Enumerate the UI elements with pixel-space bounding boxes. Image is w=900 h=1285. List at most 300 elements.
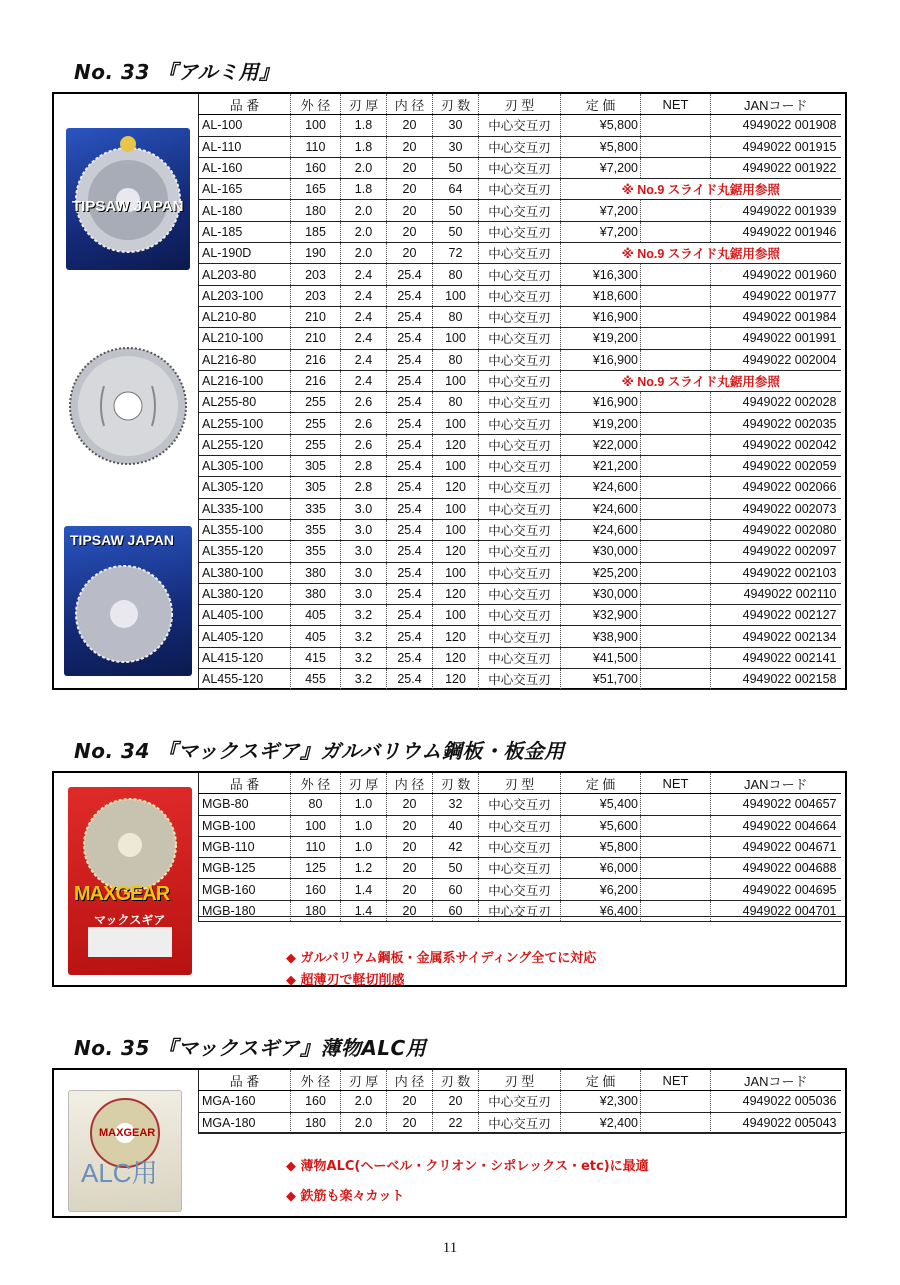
table-cell: 110 (291, 836, 341, 857)
table-cell: ¥19,200 (561, 413, 641, 434)
table-row (199, 858, 841, 879)
column-header: 刃 型 (479, 1070, 561, 1091)
table-cell: 25.4 (387, 456, 433, 477)
table-cell: 20 (387, 115, 433, 136)
table-cell: 3.2 (341, 626, 387, 647)
table-cell: 2.0 (341, 1091, 387, 1112)
table-cell: AL-190D (199, 243, 291, 264)
table-cell: 20 (387, 1091, 433, 1112)
reference-note: ※ No.9 スライド丸鋸用参照 (561, 370, 841, 391)
table-cell: 355 (291, 519, 341, 540)
table-cell: 中心交互刃 (479, 370, 561, 391)
table-cell: 4949022 001984 (711, 306, 841, 327)
table-cell: 100 (291, 115, 341, 136)
table-cell: 中心交互刃 (479, 328, 561, 349)
table-cell: 100 (433, 562, 479, 583)
table-cell: 4949022 002110 (711, 583, 841, 604)
table-cell: 160 (291, 157, 341, 178)
table-row (199, 243, 841, 264)
table-cell: 4949022 005043 (711, 1112, 841, 1133)
table-cell: AL216-80 (199, 349, 291, 370)
table-cell: ¥19,200 (561, 328, 641, 349)
column-header: 刃 厚 (341, 94, 387, 115)
maxgear-package-label: MAXGEAR (74, 883, 170, 905)
table-cell: AL-160 (199, 157, 291, 178)
table-cell: 50 (433, 200, 479, 221)
table-cell: 25.4 (387, 647, 433, 668)
table-cell: 4949022 002028 (711, 392, 841, 413)
column-header: 刃 型 (479, 94, 561, 115)
table-cell: 3.0 (341, 562, 387, 583)
table-cell: AL-180 (199, 200, 291, 221)
table-cell: 3.2 (341, 669, 387, 690)
table-cell: ¥5,800 (561, 136, 641, 157)
table-cell: ¥16,900 (561, 349, 641, 370)
table-row (199, 179, 841, 200)
table-cell: 2.4 (341, 264, 387, 285)
table-cell: 20 (387, 879, 433, 900)
tipsaw-package-top (66, 128, 190, 270)
table-row (199, 456, 841, 477)
table-cell: 100 (433, 605, 479, 626)
table-cell: 中心交互刃 (479, 285, 561, 306)
table-row (199, 1112, 841, 1133)
note-line: ◆ 超薄刃で軽切削感 (286, 973, 405, 988)
column-header: JANコード (711, 1070, 841, 1091)
table-cell: 中心交互刃 (479, 519, 561, 540)
table-cell: 4949022 002059 (711, 456, 841, 477)
table-cell: 2.6 (341, 434, 387, 455)
table-cell: 中心交互刃 (479, 179, 561, 200)
column-header: 内 径 (387, 1070, 433, 1091)
table-cell: 4949022 002103 (711, 562, 841, 583)
table-cell: 中心交互刃 (479, 413, 561, 434)
table-row (199, 541, 841, 562)
table-cell: 25.4 (387, 392, 433, 413)
table-cell: 中心交互刃 (479, 264, 561, 285)
column-header: 定 価 (561, 94, 641, 115)
table-cell: 中心交互刃 (479, 115, 561, 136)
table-cell: 中心交互刃 (479, 583, 561, 604)
table-cell: 72 (433, 243, 479, 264)
table-cell: ¥2,400 (561, 1112, 641, 1133)
column-header: JANコード (711, 773, 841, 794)
table-cell: 中心交互刃 (479, 456, 561, 477)
table-cell: 4949022 001939 (711, 200, 841, 221)
table-cell: 20 (387, 200, 433, 221)
maxgear-package (68, 787, 192, 975)
table-cell: 30 (433, 136, 479, 157)
table-cell: 160 (291, 1091, 341, 1112)
table-cell: 80 (433, 349, 479, 370)
table-row (199, 392, 841, 413)
table-cell: 25.4 (387, 434, 433, 455)
table-cell: 50 (433, 221, 479, 242)
maxgear-alc-package (68, 1090, 182, 1212)
table-cell: AL210-100 (199, 328, 291, 349)
table-cell: 120 (433, 626, 479, 647)
table-cell: 216 (291, 349, 341, 370)
table-cell (641, 328, 711, 349)
table-cell: 中心交互刃 (479, 200, 561, 221)
column-header: 外 径 (291, 773, 341, 794)
note-line: ◆ 鉄筋も楽々カット (286, 1189, 405, 1204)
table-cell: 40 (433, 815, 479, 836)
table-cell: 380 (291, 562, 341, 583)
table-cell: 20 (387, 243, 433, 264)
table-cell: ¥2,300 (561, 1091, 641, 1112)
table-cell: 190 (291, 243, 341, 264)
section-35-title: No. 35 『マックスギア』薄物ALC用 (74, 1036, 427, 1060)
reference-note: ※ No.9 スライド丸鋸用参照 (561, 243, 841, 264)
section-34-images (54, 773, 198, 985)
section-33-images (54, 94, 198, 688)
table-cell: 25.4 (387, 349, 433, 370)
table-cell: 中心交互刃 (479, 836, 561, 857)
table-cell: 中心交互刃 (479, 477, 561, 498)
alc-package-sub: ALC用 (81, 1158, 158, 1188)
table-cell: MGB-160 (199, 879, 291, 900)
table-cell (641, 115, 711, 136)
table-cell: 20 (387, 815, 433, 836)
section-34-table (198, 773, 841, 922)
table-cell: 60 (433, 879, 479, 900)
table-cell: 405 (291, 605, 341, 626)
table-cell: 100 (433, 370, 479, 391)
table-cell: AL216-100 (199, 370, 291, 391)
table-cell: 中心交互刃 (479, 815, 561, 836)
table-cell: 25.4 (387, 562, 433, 583)
column-header: 刃 数 (433, 94, 479, 115)
table-cell: 305 (291, 456, 341, 477)
section-35-box (52, 1068, 847, 1218)
section-35-notes (198, 1132, 845, 1218)
table-cell: 20 (387, 136, 433, 157)
table-cell: 4949022 002141 (711, 647, 841, 668)
table-cell: AL203-80 (199, 264, 291, 285)
table-cell: 180 (291, 1112, 341, 1133)
table-cell (641, 349, 711, 370)
table-row (199, 200, 841, 221)
table-cell: 中心交互刃 (479, 1112, 561, 1133)
table-cell: 中心交互刃 (479, 136, 561, 157)
table-cell: 2.6 (341, 413, 387, 434)
table-cell: 25.4 (387, 669, 433, 690)
page-number: 11 (442, 1240, 458, 1256)
column-header: NET (641, 94, 711, 115)
table-cell: 3.0 (341, 541, 387, 562)
table-cell: AL255-100 (199, 413, 291, 434)
table-cell (641, 434, 711, 455)
table-cell: 210 (291, 306, 341, 327)
table-row (199, 836, 841, 857)
table-cell: ¥30,000 (561, 583, 641, 604)
column-header: 品 番 (199, 94, 291, 115)
table-cell: 32 (433, 794, 479, 815)
table-cell (641, 794, 711, 815)
table-cell: 4949022 002035 (711, 413, 841, 434)
table-cell: 中心交互刃 (479, 900, 561, 921)
table-cell (641, 264, 711, 285)
table-cell: 25.4 (387, 498, 433, 519)
table-cell: 4949022 004688 (711, 858, 841, 879)
table-cell: 1.0 (341, 836, 387, 857)
table-row (199, 794, 841, 815)
table-cell: 中心交互刃 (479, 243, 561, 264)
column-header: 内 径 (387, 773, 433, 794)
table-cell: 255 (291, 413, 341, 434)
column-header: 品 番 (199, 1070, 291, 1091)
table-cell: 中心交互刃 (479, 647, 561, 668)
table-row (199, 477, 841, 498)
table-cell: 4949022 004701 (711, 900, 841, 921)
table-cell: ¥5,800 (561, 836, 641, 857)
table-cell: 100 (291, 815, 341, 836)
table-cell: 4949022 001908 (711, 115, 841, 136)
table-cell: 305 (291, 477, 341, 498)
table-cell: 1.0 (341, 815, 387, 836)
column-header: 外 径 (291, 94, 341, 115)
table-cell: ¥16,900 (561, 392, 641, 413)
table-cell: 25.4 (387, 370, 433, 391)
table-cell (641, 669, 711, 690)
table-cell: 20 (433, 1091, 479, 1112)
table-cell: 3.2 (341, 647, 387, 668)
table-cell: AL405-100 (199, 605, 291, 626)
tipsaw-package-label: TIPSAW JAPAN (70, 532, 174, 548)
table-cell: 20 (387, 157, 433, 178)
table-cell (641, 200, 711, 221)
table-cell: 4949022 002134 (711, 626, 841, 647)
table-cell: 中心交互刃 (479, 794, 561, 815)
table-cell (641, 498, 711, 519)
table-cell: 3.0 (341, 519, 387, 540)
bare-saw-blade-icon (68, 346, 188, 466)
table-row (199, 626, 841, 647)
table-cell: 中心交互刃 (479, 879, 561, 900)
table-cell: ¥5,400 (561, 794, 641, 815)
table-row (199, 647, 841, 668)
table-cell: 25.4 (387, 541, 433, 562)
table-cell: 4949022 001960 (711, 264, 841, 285)
table-cell: 2.4 (341, 370, 387, 391)
table-row (199, 115, 841, 136)
table-cell: ¥32,900 (561, 605, 641, 626)
table-cell: 180 (291, 200, 341, 221)
table-cell: 中心交互刃 (479, 1091, 561, 1112)
table-row (199, 370, 841, 391)
table-cell: 405 (291, 626, 341, 647)
table-row (199, 562, 841, 583)
saw-blade-icon (68, 787, 192, 975)
table-row (199, 669, 841, 690)
table-cell: ¥41,500 (561, 647, 641, 668)
table-row (199, 605, 841, 626)
column-header: 刃 数 (433, 773, 479, 794)
column-header: 刃 厚 (341, 1070, 387, 1091)
table-cell: AL355-120 (199, 541, 291, 562)
table-cell: 50 (433, 157, 479, 178)
table-cell: 中心交互刃 (479, 221, 561, 242)
table-cell: 2.0 (341, 1112, 387, 1133)
table-cell: 4949022 002127 (711, 605, 841, 626)
table-row (199, 815, 841, 836)
table-cell: 1.4 (341, 879, 387, 900)
table-cell: 中心交互刃 (479, 434, 561, 455)
table-cell: 25.4 (387, 519, 433, 540)
table-row (199, 221, 841, 242)
table-row (199, 879, 841, 900)
column-header: 定 価 (561, 1070, 641, 1091)
table-cell: 120 (433, 647, 479, 668)
table-cell: 20 (387, 794, 433, 815)
table-cell: ¥21,200 (561, 456, 641, 477)
column-header: 刃 型 (479, 773, 561, 794)
table-cell: 210 (291, 328, 341, 349)
table-cell: 20 (387, 1112, 433, 1133)
table-row (199, 306, 841, 327)
table-cell: ¥51,700 (561, 669, 641, 690)
column-header: 定 価 (561, 773, 641, 794)
table-row (199, 136, 841, 157)
table-cell: 2.0 (341, 200, 387, 221)
table-cell: 80 (433, 264, 479, 285)
table-cell: 4949022 002066 (711, 477, 841, 498)
table-cell: AL255-120 (199, 434, 291, 455)
column-header: 刃 数 (433, 1070, 479, 1091)
table-cell: ¥5,800 (561, 115, 641, 136)
table-cell: AL405-120 (199, 626, 291, 647)
table-cell: 中心交互刃 (479, 605, 561, 626)
table-cell (641, 413, 711, 434)
table-cell: 100 (433, 413, 479, 434)
maxgear-alc-package-label: MAXGEAR (99, 1127, 156, 1139)
table-cell: ¥25,200 (561, 562, 641, 583)
table-cell: ¥7,200 (561, 157, 641, 178)
table-cell (641, 626, 711, 647)
table-cell: MGA-180 (199, 1112, 291, 1133)
table-cell: MGB-100 (199, 815, 291, 836)
table-cell: ¥5,600 (561, 815, 641, 836)
table-cell: 4949022 004664 (711, 815, 841, 836)
table-cell: 4949022 004657 (711, 794, 841, 815)
table-cell: AL-185 (199, 221, 291, 242)
table-cell (641, 456, 711, 477)
maxgear-package-sub: マックスギア (94, 913, 166, 927)
table-cell (641, 136, 711, 157)
table-cell (641, 815, 711, 836)
table-cell: 中心交互刃 (479, 498, 561, 519)
table-cell: 中心交互刃 (479, 392, 561, 413)
table-cell: ¥6,200 (561, 879, 641, 900)
table-cell: AL415-120 (199, 647, 291, 668)
table-cell: 中心交互刃 (479, 349, 561, 370)
table-cell (641, 392, 711, 413)
note-line: ◆ ガルバリウム鋼板・金属系サイディング全てに対応 (286, 951, 597, 966)
table-cell: ¥16,900 (561, 306, 641, 327)
table-cell: 中心交互刃 (479, 669, 561, 690)
table-cell: 120 (433, 669, 479, 690)
table-cell: 25.4 (387, 583, 433, 604)
table-cell: AL380-100 (199, 562, 291, 583)
table-cell: 100 (433, 498, 479, 519)
section-33-box (52, 92, 847, 690)
table-cell: 185 (291, 221, 341, 242)
column-header: 外 径 (291, 1070, 341, 1091)
table-cell: 20 (387, 221, 433, 242)
table-cell: 216 (291, 370, 341, 391)
table-cell: 30 (433, 115, 479, 136)
table-cell: 203 (291, 264, 341, 285)
table-row (199, 157, 841, 178)
table-cell: ¥7,200 (561, 200, 641, 221)
table-cell: 180 (291, 900, 341, 921)
table-cell: 4949022 005036 (711, 1091, 841, 1112)
table-cell: 60 (433, 900, 479, 921)
column-header: NET (641, 773, 711, 794)
table-cell: 4949022 002158 (711, 669, 841, 690)
table-cell: 120 (433, 541, 479, 562)
table-cell: 2.0 (341, 221, 387, 242)
section-34-notes (198, 916, 845, 987)
table-cell: 1.8 (341, 115, 387, 136)
table-cell: 2.4 (341, 306, 387, 327)
table-cell (641, 1091, 711, 1112)
table-cell: 4949022 001977 (711, 285, 841, 306)
table-cell: ¥7,200 (561, 221, 641, 242)
column-header: NET (641, 1070, 711, 1091)
table-cell: MGB-80 (199, 794, 291, 815)
table-cell: 中心交互刃 (479, 306, 561, 327)
table-cell: 4949022 001922 (711, 157, 841, 178)
table-cell (641, 1112, 711, 1133)
table-row (199, 583, 841, 604)
table-cell (641, 879, 711, 900)
table-cell: 80 (291, 794, 341, 815)
table-cell: 100 (433, 328, 479, 349)
table-cell: 4949022 001946 (711, 221, 841, 242)
table-cell: 80 (433, 392, 479, 413)
note-line: ◆ 薄物ALC(ヘーベル・クリオン・シポレックス・etc)に最適 (286, 1159, 649, 1174)
table-cell: 25.4 (387, 477, 433, 498)
table-cell: 455 (291, 669, 341, 690)
table-cell (641, 541, 711, 562)
table-cell: ¥24,600 (561, 519, 641, 540)
table-cell (641, 519, 711, 540)
tipsaw-package-bottom (64, 526, 192, 676)
table-row (199, 413, 841, 434)
table-cell: 25.4 (387, 285, 433, 306)
table-cell: 3.2 (341, 605, 387, 626)
table-cell: MGB-125 (199, 858, 291, 879)
table-cell: 2.4 (341, 328, 387, 349)
table-cell: 3.0 (341, 583, 387, 604)
table-cell: MGB-180 (199, 900, 291, 921)
table-cell: 160 (291, 879, 341, 900)
table-cell: 20 (387, 858, 433, 879)
table-cell: 中心交互刃 (479, 626, 561, 647)
table-cell: 4949022 001991 (711, 328, 841, 349)
section-34-title: No. 34 『マックスギア』ガルバリウム鋼板・板金用 (74, 739, 565, 763)
column-header: 刃 厚 (341, 773, 387, 794)
table-cell: 20 (387, 179, 433, 200)
tipsaw-package-label: TIPSAW JAPAN (72, 198, 184, 215)
table-cell: 25.4 (387, 264, 433, 285)
table-cell: 中心交互刃 (479, 157, 561, 178)
table-cell: 100 (433, 519, 479, 540)
table-cell: 380 (291, 583, 341, 604)
table-cell: MGA-160 (199, 1091, 291, 1112)
